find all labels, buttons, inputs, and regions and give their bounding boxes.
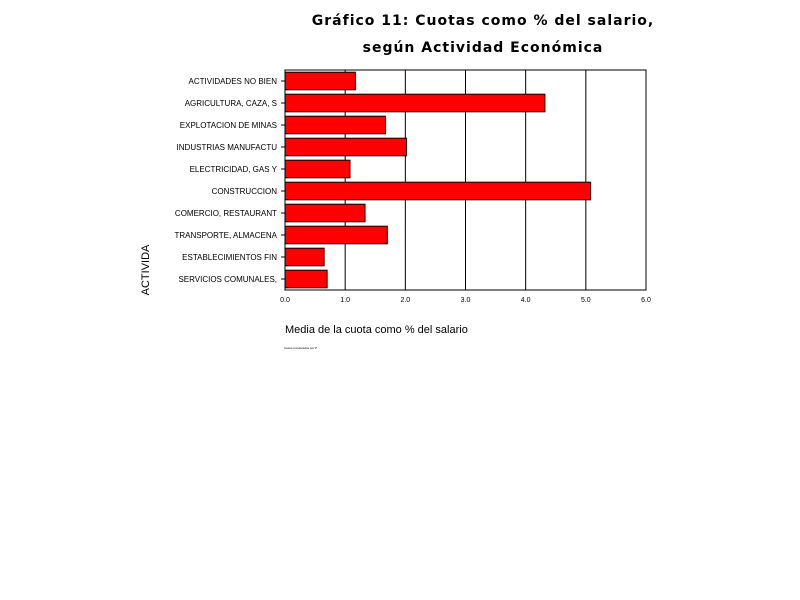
chart-title-line-2: según Actividad Económica <box>362 40 604 56</box>
chart-footnote: Casos ponderados por P <box>284 346 318 350</box>
bar <box>285 72 355 90</box>
category-label: TRANSPORTE, ALMACENA <box>174 231 277 240</box>
category-label: CONSTRUCCION <box>211 187 277 196</box>
x-tick-label: 0.0 <box>280 297 290 304</box>
x-tick-label: 2.0 <box>400 297 411 304</box>
y-axis-title: ACTIVIDA <box>140 244 152 296</box>
bar <box>285 182 591 200</box>
category-label: ELECTRICIDAD, GAS Y <box>189 165 277 174</box>
bar <box>285 226 387 244</box>
bar <box>285 116 385 134</box>
bar <box>285 160 350 178</box>
x-tick-label: 3.0 <box>460 297 471 304</box>
chart-title-line-1: Gráfico 11: Cuotas como % del salario, <box>311 13 655 29</box>
bar <box>285 204 365 222</box>
x-axis-title: Media de la cuota como % del salario <box>285 324 468 336</box>
bar <box>285 138 407 156</box>
category-label: INDUSTRIAS MANUFACTU <box>176 143 277 152</box>
x-tick-label: 5.0 <box>580 297 591 304</box>
category-label: ACTIVIDADES NO BIEN <box>188 77 277 86</box>
x-tick-label: 1.0 <box>340 297 351 304</box>
x-tick-label: 6.0 <box>641 297 651 304</box>
category-label: COMERCIO, RESTAURANT <box>174 209 277 218</box>
bar <box>285 270 327 288</box>
category-label: SERVICIOS COMUNALES, <box>178 275 277 284</box>
bar <box>285 94 545 112</box>
x-tick-label: 4.0 <box>520 297 531 304</box>
bar <box>285 248 324 266</box>
category-label: AGRICULTURA, CAZA, S <box>184 99 277 108</box>
category-label: EXPLOTACION DE MINAS <box>179 121 277 130</box>
category-label: ESTABLECIMIENTOS FIN <box>182 253 277 262</box>
